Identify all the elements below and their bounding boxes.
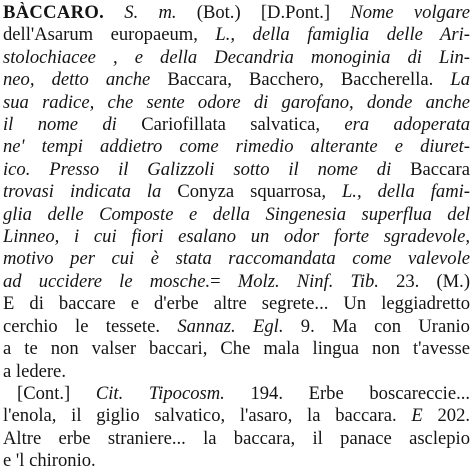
- entry-text: E di baccare e d'erbe altre segrete... Un leggiadretto: [3, 293, 470, 315]
- entry-text: Molz. Ninf. Tib.: [237, 270, 379, 292]
- entry-text: La: [433, 69, 470, 91]
- entry-text: , era adoperata: [315, 114, 470, 136]
- entry-text: Baccara: [410, 158, 470, 180]
- entry-text: Altre erbe straniere... la baccara, il panace asclepio: [3, 427, 470, 449]
- entry-line: [3, 92, 470, 114]
- entry-text: neo, detto anche: [3, 69, 168, 91]
- entry-line: [3, 136, 470, 158]
- entry-text: 202.: [422, 405, 470, 427]
- headword: BÀCCARO.: [3, 2, 105, 23]
- entry-text: [Cont.]: [17, 382, 96, 404]
- entry-text: glia delle Composte e della Singenesia superflua del: [3, 203, 470, 225]
- entry-line: [3, 361, 470, 383]
- entry-text: , L., della fami-: [321, 181, 470, 203]
- entry-text: E: [411, 405, 423, 427]
- entry-line: [3, 181, 470, 203]
- entry-line: [3, 159, 470, 181]
- entry-text: S. m.: [104, 2, 197, 23]
- entry-text: 23. (M.): [378, 270, 470, 292]
- entry-text: ico. Presso il Galizzoli sotto il nome di: [3, 158, 411, 180]
- entry-line: [3, 338, 470, 360]
- entry-text: Conyza squarrosa: [177, 181, 322, 203]
- entry-text: dell': [3, 24, 35, 46]
- entry-line: [3, 405, 470, 427]
- entry-text: ad uccidere le mosche.: [3, 270, 211, 292]
- entry-line: [3, 24, 470, 46]
- entry-text: 194. Erbe boscareccie...: [224, 382, 470, 404]
- entry-text: Linneo, i cui fiori esalano un odor forte sgradevole,: [3, 226, 470, 248]
- entry-text: sua radice, che sente odore di garofano, donde anche: [3, 91, 470, 113]
- entry-line: [3, 226, 470, 248]
- entry-line: [3, 248, 470, 270]
- entry-text: Baccara, Bacchero, Baccherella.: [167, 69, 434, 91]
- entry-line: [3, 428, 470, 450]
- entry-text: a ledere.: [3, 360, 66, 382]
- entry-line: [3, 114, 470, 136]
- entry-text: (Bot.) [D.Pont.]: [196, 2, 351, 23]
- entry-text: motivo per cui è stata raccomandata come valevole: [3, 248, 470, 270]
- entry-text: 9. Ma con Uranio: [283, 315, 470, 337]
- entry-text: Sannaz. Egl.: [177, 315, 284, 337]
- entry-text: L., della famiglia delle Ari-: [215, 24, 470, 46]
- entry-text: ne' tempi addietro come rimedio alterante e diuret-: [3, 136, 470, 158]
- entry-line: [3, 204, 470, 226]
- entry-text: Asarum europaeum: [34, 24, 194, 46]
- entry-text: stolochiacee , e della Decandria monoginia di Lin-: [3, 46, 470, 68]
- entry-text: trovasi indicata la: [3, 181, 178, 203]
- entry-text: il nome di: [3, 114, 142, 136]
- entry-line: [3, 293, 470, 315]
- entry-text: e 'l chironio.: [3, 450, 96, 472]
- entry-line: [3, 316, 470, 338]
- entry-text: a te non valser baccari, Che mala lingua non t'avesse: [3, 338, 470, 360]
- entry-line: [3, 383, 470, 405]
- entry-line: [3, 271, 470, 293]
- entry-line: [3, 2, 470, 24]
- entry-text: =: [210, 270, 238, 292]
- entry-text: cerchio le tessete.: [3, 315, 178, 337]
- entry-line: [3, 47, 470, 69]
- entry-text: Cit. Tipocosm.: [95, 382, 225, 404]
- entry-text: Nome volgare: [350, 2, 470, 23]
- entry-line: [3, 69, 470, 91]
- entry-text: Cariofillata salvatica: [141, 114, 316, 136]
- entry-text: l'enola, il giglio salvatico, l'asaro, la baccara.: [3, 405, 412, 427]
- entry-text: ,: [193, 24, 216, 46]
- entry-line: [3, 450, 470, 472]
